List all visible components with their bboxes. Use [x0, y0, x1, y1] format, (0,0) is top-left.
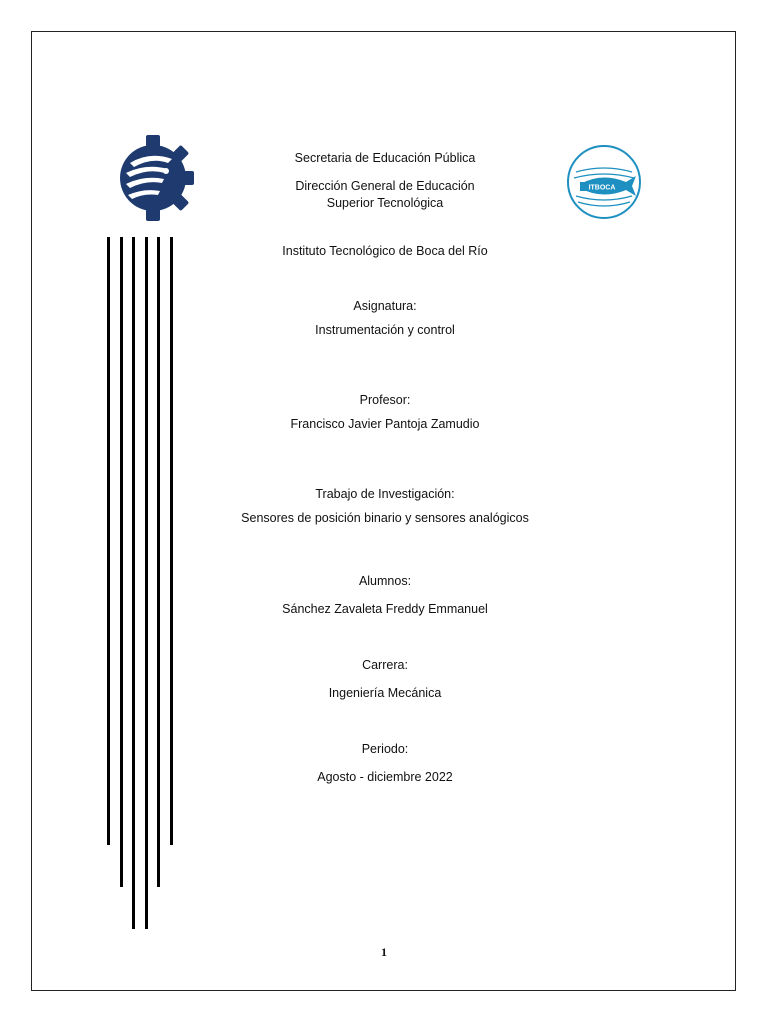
students-label: Alumnos:: [358, 574, 412, 588]
header-line-2: Dirección General de Educación: [295, 179, 475, 193]
header-line-3: Superior Tecnológica: [326, 196, 444, 210]
professor-value: Francisco Javier Pantoja Zamudio: [290, 417, 480, 431]
page-number: 1: [381, 945, 387, 959]
career-value: Ingeniería Mecánica: [328, 686, 442, 700]
decorative-line: [107, 237, 110, 845]
subject-value: Instrumentación y control: [315, 323, 455, 337]
period-value: Agosto - diciembre 2022: [317, 770, 453, 784]
period-label: Periodo:: [361, 742, 409, 756]
work-value: Sensores de posición binario y sensores analógicos: [241, 511, 529, 525]
career-label: Carrera:: [362, 658, 408, 672]
work-label: Trabajo de Investigación:: [315, 487, 455, 501]
header-line-1: Secretaria de Educación Pública: [294, 151, 476, 165]
decorative-line: [132, 237, 135, 929]
decorative-line: [145, 237, 148, 929]
itboca-logo-text: ITBOCA: [588, 184, 616, 192]
institute-name: Instituto Tecnológico de Boca del Río: [282, 244, 488, 258]
students-value: Sánchez Zavaleta Freddy Emmanuel: [282, 602, 488, 616]
decorative-line: [120, 237, 123, 887]
professor-label: Profesor:: [359, 393, 411, 407]
subject-label: Asignatura:: [353, 299, 417, 313]
